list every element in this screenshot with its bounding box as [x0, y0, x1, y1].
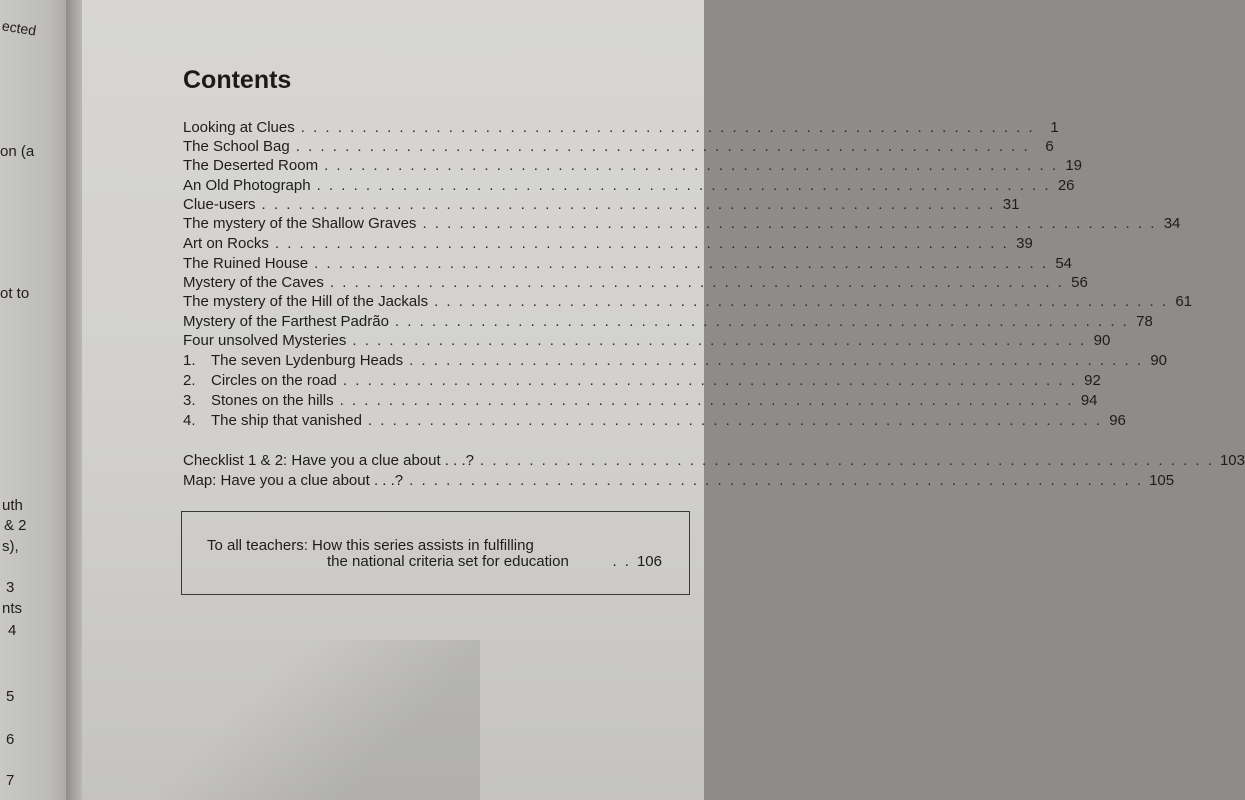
- toc-entry-page: 19: [1065, 157, 1082, 174]
- teachers-note-line: the national criteria set for education: [327, 553, 569, 570]
- toc-entry-page: 105: [1149, 472, 1175, 489]
- dot-leader: . . . . . . . . . . . . . . . . . . . . . . . . . . . . . . . . . . . . . . . . . . . . . . . . . . . . . . . . . . . .: [316, 177, 1051, 194]
- dot-leader: . . . . . . . . . . . . . . . . . . . . . . . . . . . . . . . . . . . . . . . . . . . . . . . . . . . . . . . . . . . .: [314, 255, 1049, 272]
- toc-entry-page: 31: [1002, 196, 1020, 213]
- left-fragment: uth: [2, 497, 23, 514]
- dot-leader: . . . . . . . . . . . . . . . . . . . . . . . . . . . . . . . . . . . . . . . . . . . . . . . . . . . . . . . . . . . .: [339, 392, 1074, 409]
- left-fragment: 5: [6, 688, 15, 705]
- toc-entry-title: An Old Photograph: [183, 177, 311, 194]
- toc-entry: [183, 137, 1054, 157]
- left-fragment: & 2: [4, 517, 27, 534]
- toc-entry-page: 34: [1163, 215, 1181, 232]
- toc-subentry: [183, 391, 1098, 411]
- left-fragment: s),: [2, 538, 19, 555]
- toc-entry-number: 4.: [183, 412, 196, 429]
- dot-leader: . . . . . . . . . . . . . . . . . . . . . . . . . . . . . . . . . . . . . . . . . . . . . . . . . . . . . . . . . . . .: [422, 215, 1157, 232]
- toc-entry-title: The seven Lydenburg Heads: [211, 352, 404, 369]
- toc-entry-title: Mystery of the Caves: [183, 274, 324, 291]
- dot-leader: . . . . . . . . . . . . . . . . . . . . . . . . . . . . . . . . . . . . . . . . . . . . . . . . . . . . . . . . . . . .: [324, 157, 1058, 174]
- toc-entry: [183, 195, 1020, 215]
- toc-entry: [183, 331, 1111, 351]
- dot-leader: . . . . . . . . . . . . . . . . . . . . . . . . . . . . . . . . . . . . . . . . . . . . . . . . . . . . . . . . . . . .: [352, 332, 1087, 349]
- dot-leader: . . . . . . . . . . . . . . . . . . . . . . . . . . . . . . . . . . . . . . . . . . . . . . . . . . . . . . . . . . . .: [409, 472, 1144, 489]
- dot-leader: . . . . . . . . . . . . . . . . . . . . . . . . . . . . . . . . . . . . . . . . . . . . . . . . . . . . . . . . . . . .: [394, 313, 1129, 330]
- toc-entry-page: 26: [1057, 177, 1075, 194]
- toc-entry-page: 90: [1093, 332, 1111, 349]
- dot-leader: . . . . . . . . . . . . . . . . . . . . . . . . . . . . . . . . . . . . . . . . . . . . . . . . . . . . . . . . . . . .: [295, 138, 1030, 155]
- toc-entry-page: 39: [1016, 235, 1033, 252]
- toc-entry-page: 103: [1219, 452, 1245, 469]
- toc-entry-title: The Ruined House: [183, 255, 309, 272]
- left-fragment: 4: [8, 622, 17, 639]
- toc-entry: [183, 312, 1153, 332]
- teachers-note-entry: [327, 552, 662, 572]
- dot-leader: . . . . . . . . . . . . . . . . . . . . . . . . . . . . . . . . . . . . . . . . . . . . . . . . . . . . . . . . . . . .: [409, 352, 1144, 369]
- toc-entry-title: The mystery of the Shallow Graves: [183, 215, 417, 232]
- toc-appendix-entry: [183, 451, 1245, 471]
- toc-entry-page: 78: [1136, 313, 1153, 330]
- toc-entry-title: Art on Rocks: [183, 235, 269, 252]
- toc-entry: [183, 214, 1181, 234]
- toc-entry-title: The School Bag: [183, 138, 290, 155]
- left-fragment: 7: [6, 772, 15, 789]
- toc-entry-title: Four unsolved Mysteries: [183, 332, 347, 349]
- toc-entry: [183, 156, 1082, 176]
- left-fragment: ot to: [0, 285, 30, 302]
- toc-entry-page: 56: [1071, 274, 1088, 291]
- toc-entry-page: 94: [1080, 392, 1098, 409]
- toc-entry-title: Circles on the road: [211, 372, 337, 389]
- left-fragment: ected: [0, 17, 38, 39]
- toc-subentry: [183, 411, 1126, 431]
- left-fragment: 3: [6, 579, 15, 596]
- toc-entry-page: 92: [1084, 372, 1101, 389]
- toc-entry-title: The Deserted Room: [183, 157, 319, 174]
- toc-entry-number: 2.: [183, 372, 196, 389]
- toc-entry-page: 1: [1050, 119, 1059, 136]
- left-fragment: nts: [2, 600, 23, 617]
- toc-entry-page: 61: [1175, 293, 1193, 310]
- dot-leader: . . . . . . . . . . . . . . . . . . . . . . . . . . . . . . . . . . . . . . . . . . . . . . . . . . . . . . . . . . . .: [300, 119, 1035, 136]
- dot-leader: . . . . . . . . . . . . . . . . . . . . . . . . . . . . . . . . . . . . . . . . . . . . . . . . . . . . . . . . . . . .: [261, 196, 996, 213]
- toc-entry-title: Clue-users: [183, 196, 256, 213]
- toc-entry-title: Map: Have you a clue about . . .?: [183, 472, 404, 489]
- toc-entry-title: Mystery of the Farthest Padrão: [183, 313, 389, 330]
- toc-entry: [183, 292, 1193, 312]
- toc-entry: [183, 254, 1073, 274]
- toc-entry: [183, 118, 1059, 138]
- toc-entry-number: 1.: [183, 352, 196, 369]
- left-page: [0, 0, 70, 800]
- toc-entry-title: Stones on the hills: [211, 392, 334, 409]
- dot-leader: . . . . . . . . . . . . . . . . . . . . . . . . . . . . . . . . . . . . . . . . . . . . . . . . . . . . . . . . . . . .: [434, 293, 1169, 310]
- dot-leader: . . . . . . . . . . . . . . . . . . . . . . . . . . . . . . . . . . . . . . . . . . . . . . . . . . . . . . . . . . . .: [367, 412, 1102, 429]
- toc-entry-title: Looking at Clues: [183, 119, 295, 136]
- toc-entry-title: The ship that vanished: [211, 412, 362, 429]
- toc-entry-title: The mystery of the Hill of the Jackals: [183, 293, 429, 310]
- toc-entry: [183, 234, 1033, 254]
- toc-entry-page: 106: [636, 553, 662, 570]
- toc-entry-page: 96: [1109, 412, 1126, 429]
- page-shadow: [160, 640, 480, 800]
- dot-leader: . . . . . . . . . . . . . . . . . . . . . . . . . . . . . . . . . . . . . . . . . . . . . . . . . . . . . . . . . . . .: [329, 274, 1064, 291]
- toc-entry-number: 3.: [183, 392, 196, 409]
- toc-entry-page: 90: [1150, 352, 1168, 369]
- toc-subentry: [183, 371, 1101, 391]
- toc-subentry: [183, 351, 1168, 371]
- toc-entry: [183, 273, 1088, 293]
- toc-entry-page: 54: [1055, 255, 1073, 272]
- left-fragment: on (a: [0, 143, 35, 160]
- dot-leader: . . . . . . . . . . . . . . . . . . . . . . . . . . . . . . . . . . . . . . . . . . . . . . . . . . . . . . . . . . . .: [342, 372, 1077, 389]
- dot-leader: . . . . . . . . . . . . . . . . . . . . . . . . . . . . . . . . . . . . . . . . . . . . . . . . . . . . . . . . . . . .: [480, 452, 1214, 469]
- dot-leader: . . . . . . . . . . . . . . . . . . . . . . . . . . . . . . . . . . . . . . . . . . . . . . . . . . . . . . . . . . . .: [274, 235, 1009, 252]
- teachers-note-line: To all teachers: How this series assists in fulfilling: [207, 537, 534, 554]
- left-fragment: 6: [6, 731, 15, 748]
- toc-entry-title: Checklist 1 & 2: Have you a clue about . . .?: [183, 452, 474, 469]
- dot-leader: . .: [612, 553, 631, 570]
- page-title: Contents: [183, 66, 292, 94]
- toc-entry-page: 6: [1045, 138, 1054, 155]
- toc-entry: [183, 176, 1075, 196]
- toc-appendix-entry: [183, 471, 1175, 491]
